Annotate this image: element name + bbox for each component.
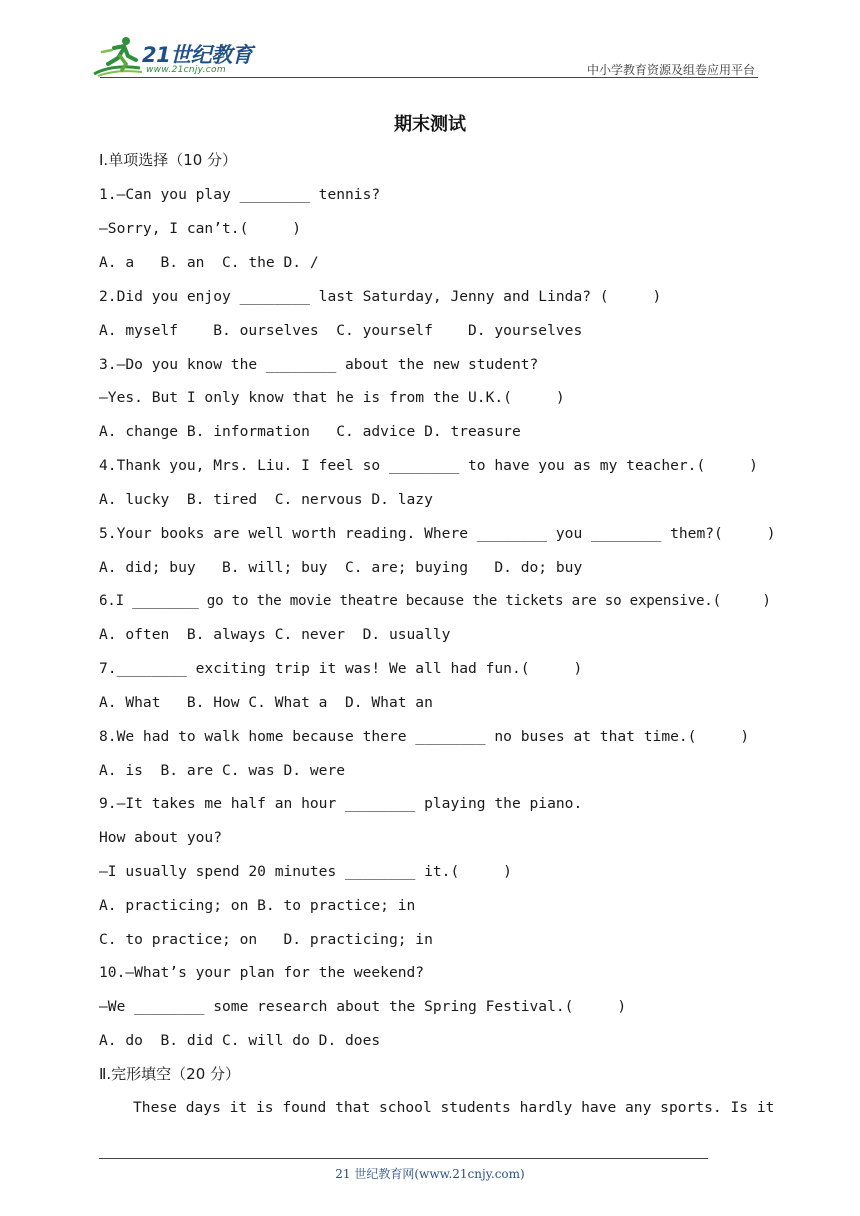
page-title: 期末测试 [394,114,466,135]
options-line: A. did; buy B. will; buy C. are; buying D. do; buy [99,559,583,576]
question-line: 10.—What’s your plan for the weekend? [99,964,425,981]
question-line: —Sorry, I can’t.( ) [99,220,302,237]
question-line: 9.—It takes me half an hour ________ playing the piano. [99,795,583,812]
site-logo[interactable] [92,34,262,78]
options-line: A. myself B. ourselves C. yourself D. yourselves [99,322,583,339]
logo-url-text: www.21cnjy.com [146,65,226,75]
footer-divider [99,1158,708,1159]
question-line: 8.We had to walk home because there ________ no buses at that time.( ) [99,728,750,745]
section-heading: Ⅱ.完形填空（20 分） [99,1065,241,1083]
question-line: 4.Thank you, Mrs. Liu. I feel so ________ to have you as my teacher.( ) [99,457,758,474]
options-line: A. is B. are C. was D. were [99,762,346,779]
footer-link[interactable]: 21 世纪教育网(www.21cnjy.com) [335,1167,525,1181]
passage-line: These days it is found that school students hardly have any sports. Is it [133,1099,775,1116]
question-line: 1.—Can you play ________ tennis? [99,186,381,203]
question-line: How about you? [99,829,223,846]
options-line: A. often B. always C. never D. usually [99,626,451,643]
question-line: —We ________ some research about the Spring Festival.( ) [99,998,627,1015]
question-line: —I usually spend 20 minutes ________ it.( ) [99,863,512,880]
question-line: 3.—Do you know the ________ about the new student? [99,356,539,373]
options-line: A. lucky B. tired C. nervous D. lazy [99,491,433,508]
options-line: A. change B. information C. advice D. treasure [99,423,521,440]
section-heading: Ⅰ.单项选择（10 分） [99,151,238,169]
question-line: 7.________ exciting trip it was! We all had fun.( ) [99,660,583,677]
question-line: 5.Your books are well worth reading. Where ________ you ________ them?( ) [99,525,776,542]
options-line: A. practicing; on B. to practice; in [99,897,416,914]
question-line: 2.Did you enjoy ________ last Saturday, Jenny and Linda? ( ) [99,288,662,305]
question-line: —Yes. But I only know that he is from the U.K.( ) [99,389,565,406]
question-line: 6.I ________ go to the movie theatre because the tickets are so expensive.( ) [99,593,771,609]
options-line: A. What B. How C. What a D. What an [99,694,433,711]
header-divider [100,77,758,78]
options-line: A. do B. did C. will do D. does [99,1032,381,1049]
runner-logo-icon [92,34,144,78]
options-line: C. to practice; on D. practicing; in [99,931,433,948]
options-line: A. a B. an C. the D. / [99,254,319,271]
logo-brand-text: 21世纪教育 [142,43,253,67]
platform-tagline: 中小学教育资源及组卷应用平台 [586,63,755,77]
